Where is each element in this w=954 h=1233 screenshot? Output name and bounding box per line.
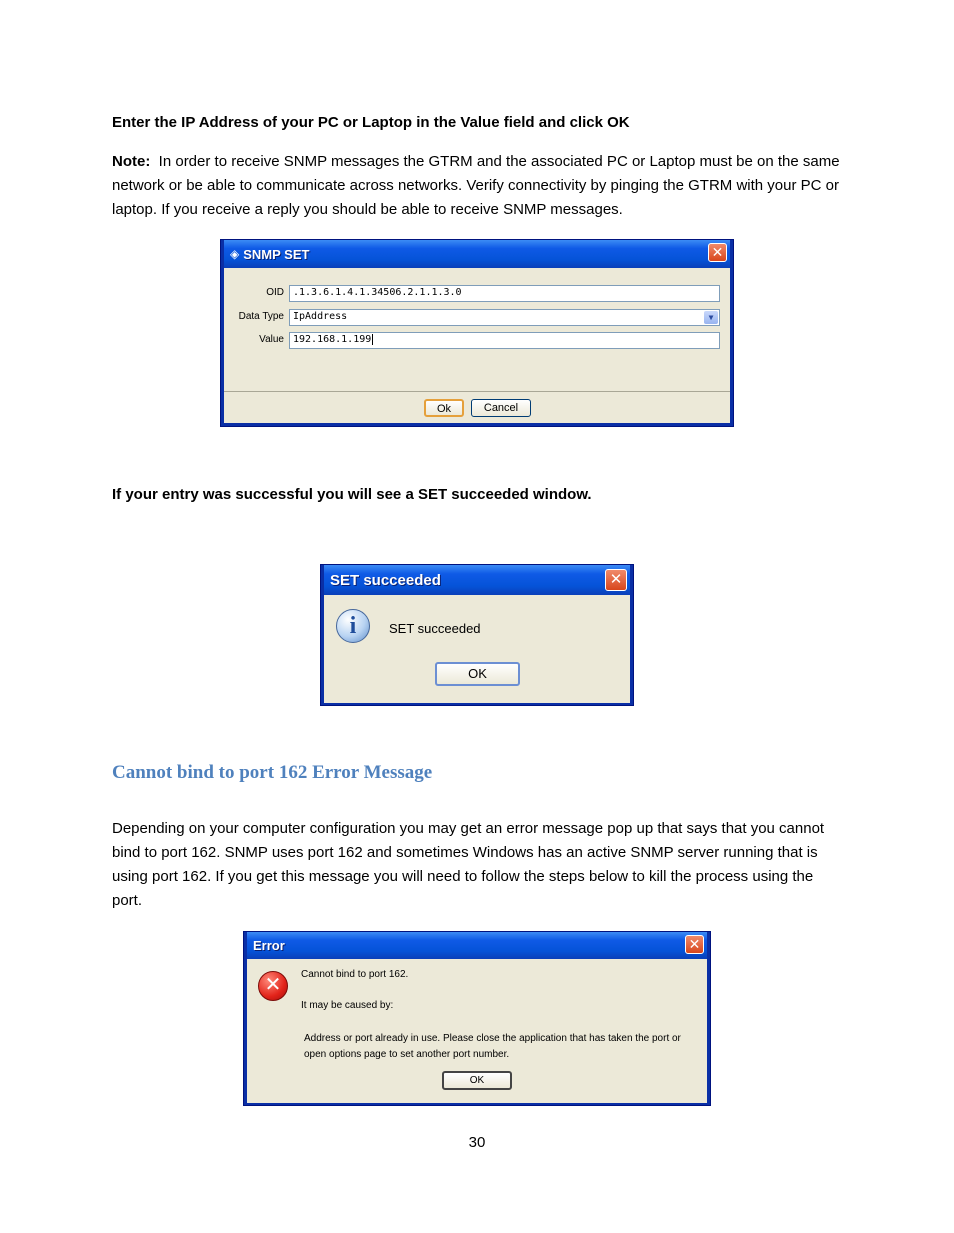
note-paragraph: [112, 150, 842, 222]
snmp-set-title: SNMP SET: [243, 246, 310, 262]
instruction-success: If your entry was successful you will see a SET succeeded window.: [112, 486, 592, 503]
instruction-enter-ip: Enter the IP Address of your PC or Laptop in the Value field and click OK: [112, 114, 630, 131]
note-label: Note:: [112, 153, 151, 170]
error-client: [247, 959, 707, 1103]
cancel-button[interactable]: Cancel: [471, 399, 531, 417]
close-icon[interactable]: ✕: [708, 243, 727, 262]
oid-label: OID: [266, 287, 284, 298]
close-icon[interactable]: ✕: [605, 569, 627, 591]
set-succeeded-message: SET succeeded: [389, 621, 481, 636]
oid-field[interactable]: .1.3.6.1.4.1.34506.2.1.1.3.0: [289, 285, 720, 302]
error-line-2: It may be caused by:: [301, 1000, 394, 1011]
snmp-set-titlebar[interactable]: [224, 240, 730, 268]
data-type-value: IpAddress: [293, 311, 348, 322]
note-text: In order to receive SNMP messages the GTRM and the associated PC or Laptop must be on the same network or be able to communicate across networks. Verify connectivity by pinging the GTRM with your PC or laptop. If you receive a reply you should be able to receive SNMP messages.: [112, 153, 840, 218]
ok-button[interactable]: OK: [442, 1071, 512, 1090]
text-caret: [372, 334, 373, 345]
ok-button[interactable]: OK: [435, 662, 520, 686]
ok-button[interactable]: Ok: [424, 399, 464, 417]
error-titlebar[interactable]: [247, 932, 707, 959]
java-app-icon: ◈: [230, 247, 240, 261]
error-icon: ✕: [258, 971, 288, 1001]
value-text: 192.168.1.199: [293, 334, 372, 345]
snmp-set-client: [224, 268, 730, 423]
set-succeeded-titlebar[interactable]: [324, 565, 630, 595]
page-number: 30: [468, 1134, 486, 1151]
set-succeeded-dialog: [320, 564, 634, 706]
set-succeeded-title: SET succeeded: [330, 571, 441, 589]
info-icon: i: [336, 609, 370, 643]
section-heading: Cannot bind to port 162 Error Message: [112, 762, 433, 783]
error-title: Error: [253, 938, 285, 953]
section-body: Depending on your computer configuration you may get an error message pop up that says that you cannot bind to port 162. SNMP uses port 162 and sometimes Windows has an active SNMP server running that is using port 162. If you get this message you will need to follow the steps below to kill the process using the port.: [112, 820, 825, 909]
value-label: Value: [259, 334, 284, 345]
button-separator: [224, 391, 730, 392]
value-field[interactable]: [289, 332, 720, 349]
data-type-select[interactable]: [289, 309, 720, 326]
snmp-set-dialog: [220, 239, 734, 427]
set-succeeded-client: [324, 595, 630, 703]
error-line-3: Address or port already in use. Please close the application that has taken the port or open options page to set another port number.: [304, 1033, 681, 1060]
error-dialog: [243, 931, 711, 1106]
chevron-down-icon[interactable]: ▼: [704, 311, 718, 324]
data-type-label: Data Type: [238, 311, 284, 322]
error-line-1: Cannot bind to port 162.: [301, 969, 409, 980]
close-icon[interactable]: ✕: [685, 935, 704, 954]
